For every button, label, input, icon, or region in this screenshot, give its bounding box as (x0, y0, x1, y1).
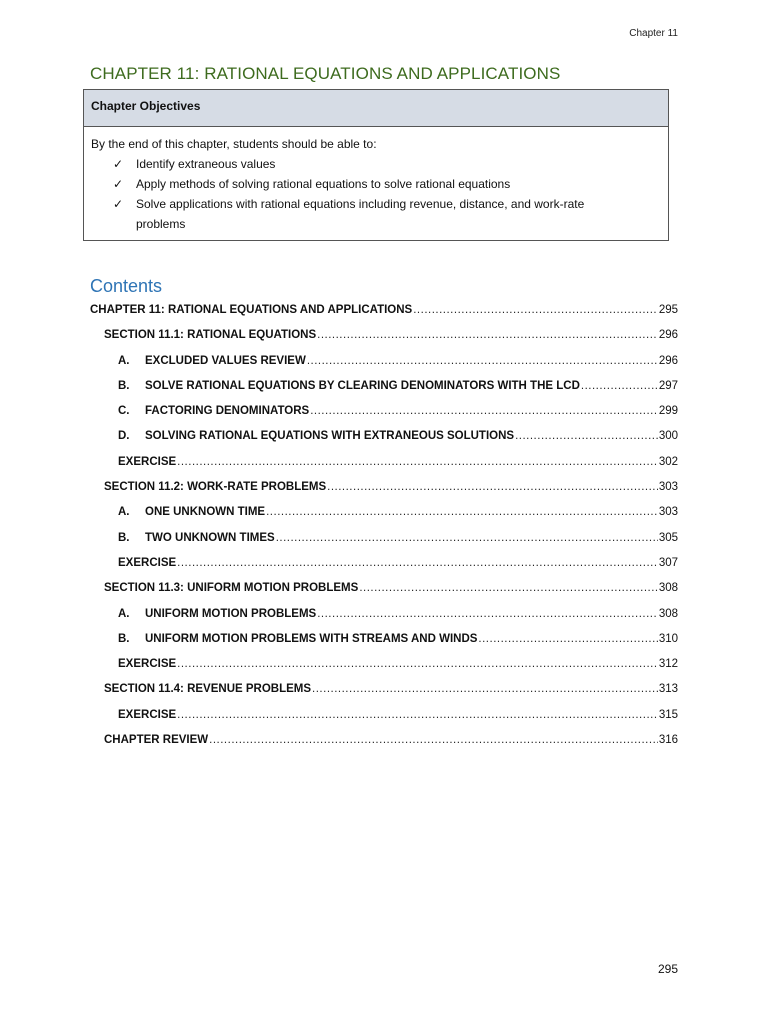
toc-leader-dots (177, 551, 658, 576)
toc-entry-letter: C. (118, 405, 130, 418)
page-number: 295 (657, 962, 678, 976)
toc-entry-title: SECTION 11.2: WORK-RATE PROBLEMS (104, 481, 327, 494)
toc-page-number: 300 (658, 430, 678, 443)
toc-page-number: 305 (658, 531, 678, 544)
toc-entry-title: SECTION 11.4: REVENUE PROBLEMS (104, 683, 312, 696)
objectives-body (84, 127, 668, 234)
toc-leader-dots (177, 703, 658, 728)
toc-entry-title: SECTION 11.1: RATIONAL EQUATIONS (104, 329, 317, 342)
objective-text: Apply methods of solving rational equations to solve rational equations (136, 177, 511, 191)
toc-page-number: 316 (658, 734, 678, 747)
toc-entry-title: TWO UNKNOWN TIMES (145, 531, 275, 544)
toc-entry-title: EXERCISE (118, 556, 177, 569)
toc-entry[interactable] (90, 526, 678, 551)
toc-leader-dots (359, 576, 658, 601)
toc-leader-dots (177, 450, 658, 475)
toc-entry[interactable] (90, 677, 678, 702)
toc-entry[interactable] (90, 450, 678, 475)
toc-entry-title: UNIFORM MOTION PROBLEMS WITH STREAMS AND WINDS (145, 632, 478, 645)
objective-item (91, 174, 661, 194)
toc-entry-title: EXERCISE (118, 708, 177, 721)
toc-entry[interactable] (90, 323, 678, 348)
toc-leader-dots (317, 602, 658, 627)
toc-page-number: 303 (658, 506, 678, 519)
toc-entry[interactable] (90, 475, 678, 500)
toc-entry-title: EXCLUDED VALUES REVIEW (145, 354, 306, 367)
toc-entry[interactable] (90, 374, 678, 399)
toc-leader-dots (266, 500, 658, 525)
objective-text: Solve applications with rational equations including revenue, distance, and work-rate problems (136, 197, 585, 231)
toc-entry-letter: B. (118, 379, 130, 392)
toc-entry[interactable] (90, 349, 678, 374)
toc-leader-dots (478, 627, 657, 652)
toc-entry-title: EXERCISE (118, 658, 177, 671)
toc-leader-dots (209, 728, 658, 753)
contents-title: Contents (90, 276, 163, 296)
toc-page-number: 302 (658, 455, 678, 468)
toc-entry-title: ONE UNKNOWN TIME (145, 506, 266, 519)
toc-entry-letter: A. (118, 506, 130, 519)
objectives-heading: Chapter Objectives (84, 90, 668, 127)
toc-entry-letter: A. (118, 354, 130, 367)
toc-leader-dots (276, 526, 658, 551)
toc-leader-dots (307, 349, 658, 374)
toc-entry[interactable] (90, 424, 678, 449)
toc-entry-letter: A. (118, 607, 130, 620)
toc-leader-dots (413, 298, 658, 323)
toc-page-number: 299 (658, 405, 678, 418)
toc-entry-title: CHAPTER REVIEW (104, 734, 209, 747)
objective-text: Identify extraneous values (136, 157, 276, 171)
toc-page-number: 308 (658, 582, 678, 595)
toc-entry[interactable] (90, 627, 678, 652)
toc-page-number: 312 (658, 658, 678, 671)
toc-entry[interactable] (90, 728, 678, 753)
toc-entry-title: FACTORING DENOMINATORS (145, 405, 310, 418)
toc-entry[interactable] (90, 703, 678, 728)
toc-page-number: 315 (658, 708, 678, 721)
toc-page-number: 313 (658, 683, 678, 696)
toc-page-number: 303 (658, 481, 678, 494)
running-header: Chapter 11 (629, 28, 678, 39)
toc-entry-letter: D. (118, 430, 130, 443)
toc-entry-title: EXERCISE (118, 455, 177, 468)
toc-entry[interactable] (90, 602, 678, 627)
toc-entry-title: UNIFORM MOTION PROBLEMS (145, 607, 317, 620)
table-of-contents (90, 298, 678, 753)
toc-entry[interactable] (90, 576, 678, 601)
toc-entry-letter: B. (118, 632, 130, 645)
toc-entry-title: SECTION 11.3: UNIFORM MOTION PROBLEMS (104, 582, 359, 595)
checkmark-icon: ✓ (113, 197, 124, 211)
objectives-list (91, 154, 661, 234)
toc-page-number: 296 (658, 354, 678, 367)
toc-leader-dots (317, 323, 658, 348)
toc-entry[interactable] (90, 551, 678, 576)
toc-page-number: 308 (658, 607, 678, 620)
checkmark-icon: ✓ (113, 177, 124, 191)
toc-leader-dots (177, 652, 658, 677)
chapter-title: CHAPTER 11: RATIONAL EQUATIONS AND APPLICATIONS (90, 64, 561, 83)
toc-leader-dots (312, 677, 658, 702)
toc-leader-dots (327, 475, 658, 500)
toc-entry-title: SOLVE RATIONAL EQUATIONS BY CLEARING DENOMINATORS WITH THE LCD (145, 379, 580, 392)
toc-entry-title: SOLVING RATIONAL EQUATIONS WITH EXTRANEOUS SOLUTIONS (145, 430, 515, 443)
toc-entry[interactable] (90, 399, 678, 424)
toc-entry-title: CHAPTER 11: RATIONAL EQUATIONS AND APPLICATIONS (90, 304, 413, 316)
objectives-box (83, 89, 669, 241)
toc-entry-letter: B. (118, 531, 130, 544)
objectives-intro: By the end of this chapter, students should be able to: (91, 137, 377, 151)
toc-page-number: 307 (658, 556, 678, 569)
toc-page-number: 296 (658, 329, 678, 342)
toc-leader-dots (515, 424, 658, 449)
toc-page-number: 310 (658, 632, 678, 645)
checkmark-icon: ✓ (113, 157, 124, 171)
toc-entry[interactable] (90, 298, 678, 323)
toc-entry[interactable] (90, 652, 678, 677)
objective-item (91, 154, 661, 174)
objective-item (91, 194, 661, 234)
toc-leader-dots (581, 374, 658, 399)
toc-page-number: 295 (658, 304, 678, 316)
toc-page-number: 297 (658, 379, 678, 392)
toc-entry[interactable] (90, 500, 678, 525)
toc-leader-dots (310, 399, 658, 424)
